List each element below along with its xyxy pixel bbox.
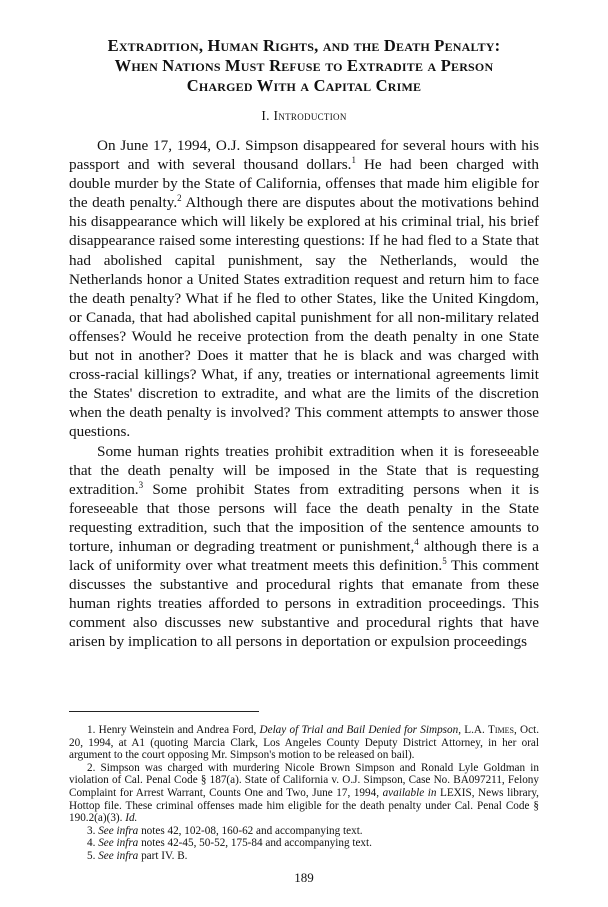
page-number: 189 [294,870,314,885]
footnote-4-signal: See infra [98,837,139,850]
footnote-1-publication: Times [488,724,514,736]
paragraph-2-text-b: Some prohibit States from extraditing persons when it is foreseeable that those persons will face the death penalty in the State requesting extradition, such that the imposition of the sentence amounts to torture, inhuman or degrading treatment or punishment, [69,480,539,555]
section-number: I. [261,108,270,123]
footnote-5-number: 5. [87,849,99,862]
footnote-2-available-in: available in [382,786,437,799]
footnote-2-text-b: LEXIS, News library, Hottop file. These criminal offenses made him eligible for the death penalty under Cal. Penal Code § 190.2(a)(3). [69,786,539,825]
title-line-3: Charged With a Capital Crime [186,76,422,95]
footnote-3-text: notes 42, 102-08, 160-62 and accompanying text. [138,824,363,837]
footnote-ref-2[interactable]: 2 [177,193,182,204]
footnote-ref-5[interactable]: 5 [442,556,447,567]
paragraph-2-text-a: Some human rights treaties prohibit extradition when it is foreseeable that the death penalty will be imposed in the State that is requesting extradition. [69,442,539,498]
footnote-1-text-c: , Oct. 20, 1994, at A1 (quoting Marcia Clark, Los Angeles County Deputy District Attorney, in her oral argument to the court opposing Mr. Simpson's motion to be released on bail). [69,724,540,762]
paragraph-2-text-c: although there is a lack of uniformity over what treatment meets this definition. [69,537,539,575]
footnote-3 [69,825,539,838]
paragraph-1-text-c: Although there are disputes about the motivations behind his disappearance which will likely be explored at his criminal trial, his brief disappearance raised some interesting questions: If he had fled to a State that had abolished capital punishment, say the Netherlands, would the Netherlands honor a United States extradition request and return him to face the death penalty? What if he fled to other States, like the United Kingdom, or Canada, that had abolished capital punishment for all non-military related offenses? Would he receive protection from the death penalty in one State but not in another? Does it matter that he is black and was charged with cross-racial killings? What, if any, treaties or international agreements limit the States' discretion to extradite, and what are the limits of the discretion when the death penalty is involved? This comment attempts to answer those questions. [69,194,539,441]
footnote-5-signal: See infra [98,849,139,862]
footnote-2-id: Id. [125,812,138,825]
paragraph-1-text-a: On June 17, 1994, O.J. Simpson disappeared for several hours with his passport and with several thousand dollars. [69,137,539,174]
title-line-1: Extradition, Human Rights, and the Death Penalty: [107,36,501,55]
footnote-2-text-a: 2. Simpson was charged with murdering Nicole Brown Simpson and Ronald Lyle Goldman in violation of Cal. Penal Code § 187(a). State of California v. O.J. Simpson, Case No. BA097211, Felony Complaint for Arrest Warrant, Counts One and Two, June 17, 1994, [69,761,539,799]
footnote-3-number: 3. [87,824,99,837]
section-heading [40,108,568,124]
footnote-4 [69,837,539,850]
footnote-divider [69,711,259,712]
footnotes [69,724,539,863]
footnote-5 [69,850,539,863]
footnote-1-article-title: Delay of Trial and Bail Denied for Simpson [259,724,459,736]
footnote-4-text: notes 42-45, 50-52, 175-84 and accompanying text. [138,837,372,850]
paragraph-2 [69,442,539,652]
footnote-3-signal: See infra [98,824,139,837]
footnote-1-text-a: 1. Henry Weinstein and Andrea Ford, [87,724,260,736]
body-text [69,136,539,652]
paragraph-1 [69,136,539,442]
footnote-4-number: 4. [87,837,99,850]
footnote-ref-1[interactable]: 1 [351,155,356,166]
footnote-2 [69,762,539,825]
section-title: Introduction [273,108,347,123]
footnote-1 [69,724,539,762]
article-title [40,36,568,96]
footnote-ref-3[interactable]: 3 [138,479,144,490]
footnote-5-text: part IV. B. [138,849,188,862]
paragraph-1-text-b: He had been charged with double murder by the State of California, offenses that made him eligible for the death penalty. [69,156,539,212]
footnote-1-text-b: , L.A. [458,724,489,736]
paragraph-2-text-d: This comment discusses the substantive and procedural rights that emanate from these human rights treaties afforded to persons in extradition proceedings. This comment also discusses new substantive and procedural rights that have arisen by implication to all persons in deportation or expulsion proceedings [69,557,539,651]
title-line-2: When Nations Must Refuse to Extradite a Person [114,56,494,75]
footnote-ref-4[interactable]: 4 [414,536,419,547]
